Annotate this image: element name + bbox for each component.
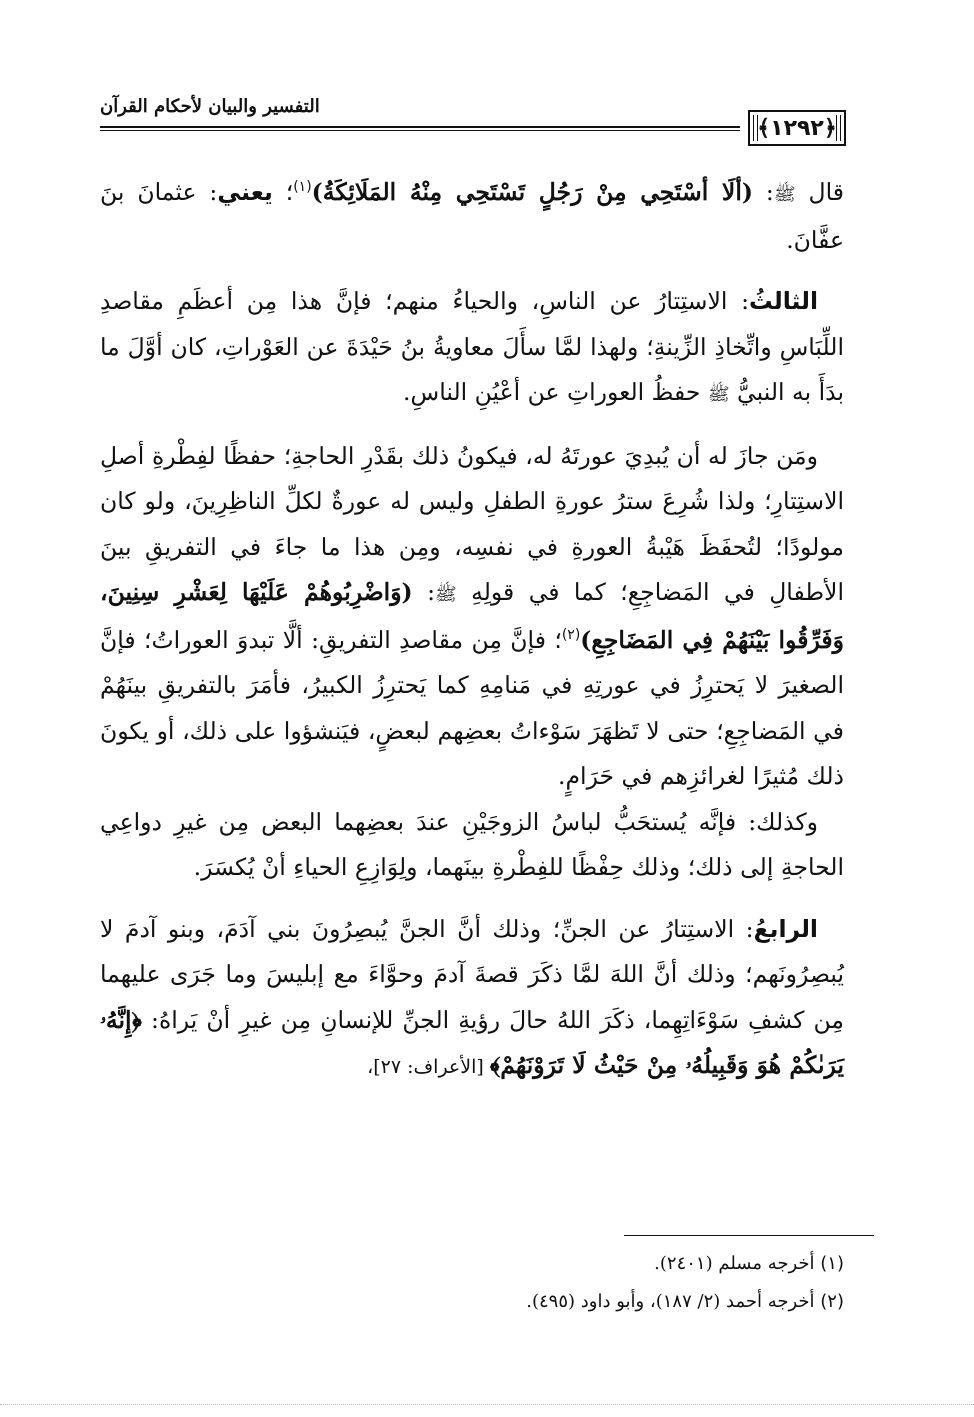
- hadith-quote: (ألَا أسْتَحِي مِنْ رَجُلٍ تَسْتَحِي مِنْهُ المَلَائِكَةُ): [311, 178, 753, 206]
- book-title: التفسير والبيان لأحكام القرآن: [100, 96, 320, 117]
- verse-citation: [الأعراف: ٢٧]،: [367, 1056, 490, 1078]
- footnote-item: [100, 1283, 844, 1321]
- paragraph-children: ومَن جازَ له أن يُبدِيَ عورتَهُ له، فيكونُ ذلك بقَدْرِ الحاجةِ؛ حفظًا لفِطْرةِ أصلِ الاستِتارِ؛ ولذا شُرِعَ سترُ عورةِ الطفلِ وليس له عورةٌ لكلِّ الناظِرِينَ، ولو كان مولودًا؛ لتُحفَظَ هَيْبةُ العورةِ في نفسِه، ومِن هذا ما جاءَ في التفريقِ بينَ الأطفالِ في المَضاجِعِ؛ كما في قولِهِ ﷺ: (وَاضْرِبُوهُمْ عَلَيْهَا لِعَشْرِ سِنِينَ، وَفَرِّقُوا بَيْنَهُمْ فِي المَضَاجِعِ)$^{(٢)}$؛ فإنَّ مِن مقاصدِ التفريقِ: ألَّا تبدوَ العوراتُ؛ فإنَّ الصغيرَ لا يَحترِزُ في عورتِهِ في مَنامِهِ كما يَحترِزُ الكبيرُ، فأمَرَ بالتفريقِ بينَهُمْ في المَضاجِعِ؛ حتى لا تَظهَرَ سَوْءاتُ بعضِهم لبعضٍ، فيَنشؤوا على ذلك، أو يكونَ ذلك مُثيرًا لغرائزِهم في حَرَامٍ.: [100, 441, 844, 790]
- footnote-item: [100, 1245, 844, 1283]
- footnote-text: أخرجه أحمد (٢/ ١٨٧)، وأبو داود (٤٩٥).: [526, 1291, 821, 1312]
- footnote-text: أخرجه مسلم (٢٤٠١).: [654, 1253, 821, 1274]
- hadith-quote: (وَاضْرِبُوهُمْ عَلَيْهَا لِعَشْرِ سِنِينَ، وَفَرِّقُوا بَيْنَهُمْ فِي المَضَاجِعِ): [100, 578, 844, 654]
- scan-edge-dots: [0, 1404, 974, 1405]
- salla-glyph: ﷺ: [707, 384, 730, 405]
- paragraph-spouses: وكذلك: فإنَّه يُستحَبُّ لباسُ الزوجَيْنِ عندَ بعضِهما البعض مِن غيرِ دواعِي الحاجةِ إلى ذلك؛ وذلك حِفْظًا للفِطْرةِ بينَهما، ولِوَازِعِ الحياءِ أنْ يُكسَرَ.: [100, 807, 844, 881]
- header-rule: [100, 126, 740, 128]
- footnotes: [100, 1245, 844, 1321]
- quran-verse: ﴿إِنَّهُۥ يَرَىٰكُمْ هُوَ وَقَبِيلُهُۥ مِنْ حَيْثُ لَا تَرَوْنَهُمْ﴾: [100, 1005, 844, 1079]
- paragraph-hadith-uthman: قال ﷺ: (ألَا أسْتَحِي مِنْ رَجُلٍ تَسْتَحِي مِنْهُ المَلَائِكَةُ)$^{(١)}$؛ يعني: عثمانَ بنَ عفَّانَ.: [100, 178, 844, 254]
- footnote-separator: [624, 1235, 874, 1236]
- footnote-ref: (١): [293, 179, 312, 196]
- main-text: [100, 170, 844, 1091]
- salla-glyph: ﷺ: [434, 584, 457, 605]
- section-lead: الثالثُ: [749, 287, 818, 315]
- lead-word: يعني: [217, 178, 273, 206]
- footnote-ref: (٢): [561, 626, 581, 643]
- paragraph-third: الثالثُ: الاستِتارُ عن الناسِ، والحياءُ منهم؛ فإنَّ هذا مِن أعظَمِ مقاصدِ اللِّبَاسِ واتِّخاذِ الزِّينةِ؛ ولهذا لمَّا سأَلَ معاويةُ بنُ حَيْدَةَ عن العَوْراتِ، كان أوَّلَ ما بدَأَ به النبيُّ ﷺ حفظُ العوراتِ عن أعْيُنِ الناسِ.: [100, 287, 844, 406]
- footnote-number: (٢): [820, 1291, 844, 1312]
- footnote-number: (١): [820, 1253, 844, 1274]
- page-number: ﴿١٢٩٢﴾: [748, 110, 846, 146]
- paragraph-fourth: الرابعُ: الاستِتارُ عن الجنِّ؛ وذلك أنَّ الجنَّ يُبصِرُونَ بني آدَمَ، وبنو آدمَ لا يُبصِرُونَهم؛ وذلك أنَّ اللهَ لمَّا ذكَرَ قصةَ آدمَ وحوَّاءَ مع إبليسَ وما جَرَى عليهما مِن كشفِ سَوْءَاتِهِما، ذكَرَ اللهُ حالَ رؤيةِ الجنِّ للإنسانِ مِن غيرِ أنْ يَراهُ: ﴿إِنَّهُۥ يَرَىٰكُمْ هُوَ وَقَبِيلُهُۥ مِنْ حَيْثُ لَا تَرَوْنَهُمْ﴾ [الأعراف: ٢٧]،: [100, 914, 844, 1079]
- page-header: [100, 96, 846, 152]
- section-lead: الرابعُ: [753, 914, 818, 943]
- salla-glyph: ﷺ: [773, 184, 796, 205]
- header-rule-thin: [100, 130, 740, 131]
